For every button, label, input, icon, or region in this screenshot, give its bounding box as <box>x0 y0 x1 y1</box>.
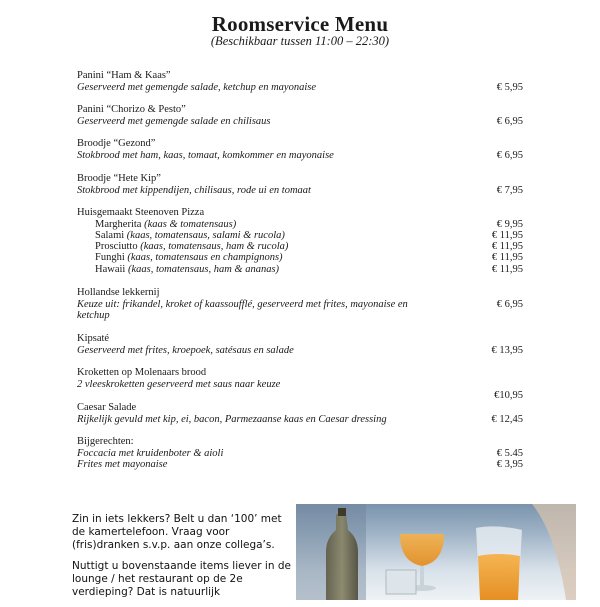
pizza-description: (kaas & tomatensaus) <box>144 218 237 230</box>
item-name: Kroketten op Molenaars brood <box>77 367 207 378</box>
pizza-row <box>77 252 523 263</box>
promo-paragraph: Nuttigt u bovenstaande items liever in de lounge / het restaurant op de 2e verdieping? Dat is natuurlijk <box>72 560 291 598</box>
side-dish-row <box>77 459 523 471</box>
pizza-heading: Huisgemaakt Steenoven Pizza <box>77 207 205 218</box>
side-dish-price: € 5.45 <box>496 447 523 459</box>
item-price: € 13,95 <box>491 344 523 356</box>
pizza-price: € 11,95 <box>491 252 523 264</box>
pizza-description: (kaas, tomatensaus, salami & rucola) <box>126 229 285 241</box>
pizza-description: (kaas, tomatensaus, ham & rucola) <box>140 241 289 253</box>
pizza-name: Prosciutto <box>95 241 138 253</box>
pizza-description: (kaas, tomatensaus en champignons) <box>127 252 283 264</box>
item-description: Stokbrood met kippendijen, chilisaus, rode ui en tomaat <box>77 184 311 196</box>
item-name: Panini “Ham & Kaas” <box>77 70 171 81</box>
side-dish-description: Frites met mayonaise <box>77 459 168 470</box>
drinks-photo-illustration <box>296 504 576 600</box>
menu-item <box>77 104 523 127</box>
menu-item <box>77 173 523 196</box>
item-description: Geserveerd met gemengde salade en chilisaus <box>77 115 271 127</box>
side-dish-price: € 3,95 <box>496 459 523 470</box>
item-name: Caesar Salade <box>77 402 137 413</box>
pizza-description: (kaas, tomatensaus, ham & ananas) <box>127 263 280 275</box>
item-description: 2 vleeskroketten geserveerd met saus naar keuze <box>77 378 281 390</box>
side-dish-description: Foccacia met kruidenboter & aioli <box>77 447 224 459</box>
pizza-section <box>77 207 523 275</box>
side-dishes-section <box>77 436 523 471</box>
item-description: Rijkelijk gevuld met kip, ei, bacon, Parmezaanse kaas en Caesar dressing <box>77 413 387 425</box>
item-price: € 6,95 <box>496 149 523 161</box>
side-dish-row <box>77 448 523 460</box>
item-description: Geserveerd met gemengde salade, ketchup en mayonaise <box>77 81 316 93</box>
menu-item <box>77 333 523 356</box>
menu-item <box>77 367 523 401</box>
pizza-row <box>77 241 523 252</box>
item-price: € 6,95 <box>496 115 523 127</box>
item-name: Kipsaté <box>77 333 110 344</box>
item-name: Broodje “Hete Kip” <box>77 173 161 184</box>
item-name: Hollandse lekkernij <box>77 287 160 298</box>
pizza-price: € 9,95 <box>496 218 523 230</box>
item-price: € 5,95 <box>496 81 523 93</box>
menu-title: Roomservice Menu <box>211 12 389 36</box>
side-dishes-heading: Bijgerechten: <box>77 436 134 447</box>
promo-paragraph: Zin in iets lekkers? Belt u dan ‘100’ met de kamertelefoon. Vraag voor (fris)dranken s.v.p. aan onze collega’s. <box>72 513 282 551</box>
pizza-price: € 11,95 <box>491 229 523 241</box>
menu-item <box>77 138 523 161</box>
pizza-name: Salami <box>95 229 125 241</box>
item-name: Panini “Chorizo & Pesto” <box>77 104 186 115</box>
item-description: Geserveerd met frites, kroepoek, satésaus en salade <box>77 344 294 356</box>
pizza-row <box>77 264 523 275</box>
pizza-price: € 11,95 <box>491 263 523 275</box>
promo-text <box>72 513 292 607</box>
pizza-row <box>77 219 523 230</box>
item-price: €10,95 <box>494 390 523 401</box>
item-description: Keuze uit: frikandel, kroket of kaassoufflé, geserveerd met frites, mayonaise en ketchup <box>77 298 408 321</box>
menu-item <box>77 402 523 425</box>
item-price: € 12,45 <box>491 413 523 425</box>
pizza-name: Funghi <box>95 252 125 264</box>
item-description: Stokbrood met ham, kaas, tomaat, komkommer en mayonaise <box>77 149 334 161</box>
item-price: € 6,95 <box>496 298 523 310</box>
item-name: Broodje “Gezond” <box>77 138 156 149</box>
item-price: € 7,95 <box>496 184 523 196</box>
pizza-name: Hawaii <box>95 263 126 275</box>
drinks-photo <box>296 504 576 600</box>
menu-item <box>77 287 523 322</box>
pizza-row <box>77 230 523 241</box>
pizza-name: Margherita <box>95 218 142 230</box>
menu-item <box>77 70 523 93</box>
pizza-price: € 11,95 <box>491 241 523 253</box>
menu-subtitle: (Beschikbaar tussen 11:00 – 22:30) <box>210 34 390 48</box>
